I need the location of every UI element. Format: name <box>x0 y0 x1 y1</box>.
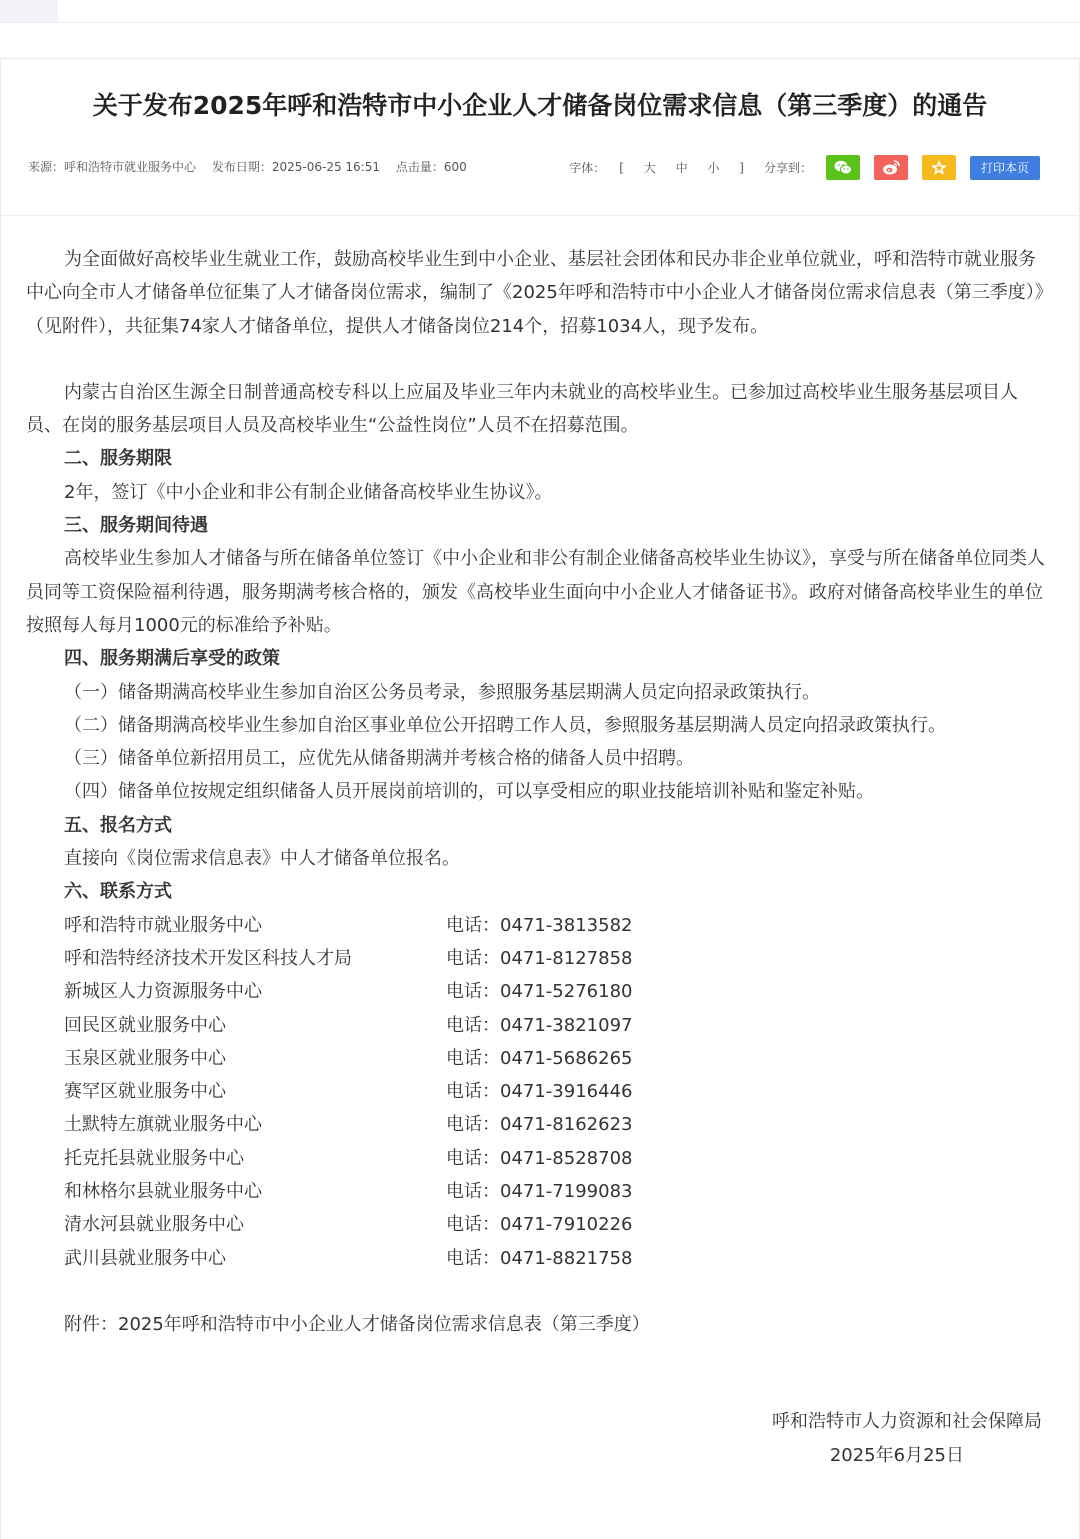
attachment-link[interactable]: 附件：2025年呼和浩特市中小企业人才储备岗位需求信息表（第三季度） <box>64 1313 650 1335</box>
contact-org: 赛罕区就业服务中心 <box>64 1081 226 1103</box>
top-bar <box>0 0 1080 23</box>
contact-org: 土默特左旗就业服务中心 <box>64 1114 262 1136</box>
contact-row <box>26 1042 1046 1075</box>
contact-org: 新城区人力资源服务中心 <box>64 981 262 1003</box>
policy-item: （四）储备单位按规定组织储备人员开展岗前培训的，可以享受相应的职业技能培训补贴和鉴定补贴。 <box>64 781 874 803</box>
contact-org: 回民区就业服务中心 <box>64 1014 226 1036</box>
contact-org: 呼和浩特市就业服务中心 <box>64 914 262 936</box>
contact-phone: 电话：0471-8127858 <box>446 947 633 969</box>
font-size-large[interactable]: 大 <box>643 161 656 175</box>
wechat-icon <box>834 159 852 176</box>
contact-org: 武川县就业服务中心 <box>64 1247 226 1269</box>
contact-phone: 电话：0471-3916446 <box>446 1081 633 1103</box>
font-size-medium[interactable]: 中 <box>675 161 688 175</box>
contact-row <box>26 1009 1046 1042</box>
meta-source: 来源：呼和浩特市就业服务中心 <box>28 160 197 174</box>
meta-clicks: 点击量：600 <box>395 160 467 174</box>
policy-item: （二）储备期满高校毕业生参加自治区事业单位公开招聘工作人员，参照服务基层期满人员定向招录政策执行。 <box>64 714 946 736</box>
signature-date: 2025年6月25日 <box>829 1445 964 1466</box>
section-heading-4: 四、服务期满后享受的政策 <box>64 648 280 670</box>
bracket-close: ] <box>739 161 744 175</box>
contact-row <box>26 942 1046 975</box>
signature-block <box>772 1405 1042 1473</box>
service-term-paragraph: 2年，签订《中小企业和非公有制企业储备高校毕业生协议》。 <box>64 481 553 503</box>
treatment-paragraph: 高校毕业生参加人才储备与所在储备单位签订《中小企业和非公有制企业储备高校毕业生协议》，享受与所在储备单位同类人员同等工资保险福利待遇，服务期满考核合格的，颁发《高校毕业生面向中小企业人才储备证书》。政府对储备高校毕业生的单位按照每人每月1000元的标准给予补贴。 <box>26 548 1045 636</box>
font-size-switcher <box>611 159 752 176</box>
article-meta <box>28 158 467 176</box>
policy-item: （三）储备单位新招用员工，应优先从储备期满并考核合格的储备人员中招聘。 <box>64 748 694 770</box>
contact-row <box>26 1108 1046 1141</box>
contact-org: 托克托县就业服务中心 <box>64 1147 244 1169</box>
contact-phone: 电话：0471-5276180 <box>446 981 633 1003</box>
print-button[interactable]: 打印本页 <box>970 156 1040 180</box>
contact-org: 和林格尔县就业服务中心 <box>64 1181 262 1203</box>
article-tools <box>569 155 1040 180</box>
contact-phone: 电话：0471-8821758 <box>446 1247 633 1269</box>
font-size-small[interactable]: 小 <box>707 161 720 175</box>
contact-org: 清水河县就业服务中心 <box>64 1214 244 1236</box>
share-weibo-button[interactable] <box>874 155 908 180</box>
top-tab[interactable] <box>0 0 58 22</box>
weibo-icon <box>882 159 900 176</box>
share-label: 分享到： <box>763 161 812 175</box>
star-icon <box>930 159 948 176</box>
section-heading-5: 五、报名方式 <box>64 814 172 836</box>
contact-org: 玉泉区就业服务中心 <box>64 1047 226 1069</box>
contact-row <box>26 1242 1046 1275</box>
header-divider <box>0 215 1078 216</box>
eligibility-paragraph: 内蒙古自治区生源全日制普通高校专科以上应届及毕业三年内未就业的高校毕业生。已参加过高校毕业生服务基层项目人员、在岗的服务基层项目人员及高校毕业生“公益性岗位”人员不在招募范围。 <box>26 381 1018 437</box>
policy-item: （一）储备期满高校毕业生参加自治区公务员考录，参照服务基层期满人员定向招录政策执行。 <box>64 681 820 703</box>
contact-org: 呼和浩特经济技术开发区科技人才局 <box>64 947 352 969</box>
contact-row <box>26 1075 1046 1108</box>
contact-row <box>26 975 1046 1008</box>
favorite-button[interactable] <box>922 155 956 180</box>
font-size-label: 字体： <box>569 161 606 175</box>
contact-phone: 电话：0471-3813582 <box>446 914 633 936</box>
contact-row <box>26 909 1046 942</box>
section-heading-3: 三、服务期间待遇 <box>64 515 208 537</box>
bracket-open: [ <box>619 161 624 175</box>
contact-row <box>26 1208 1046 1241</box>
meta-publish-date: 发布日期：2025-06-25 16:51 <box>211 160 380 174</box>
contact-row <box>26 1142 1046 1175</box>
intro-paragraph: 为全面做好高校毕业生就业工作，鼓励高校毕业生到中小企业、基层社会团体和民办非企业单位就业，呼和浩特市就业服务中心向全市人才储备单位征集了人才储备岗位需求，编制了《2025年呼和浩特市中小企业人才储备岗位需求信息表（第三季度）》（见附件），共征集74家人才储备单位，提供人才储备岗位214个，招募1034人，现予发布。 <box>26 249 1044 337</box>
contact-phone: 电话：0471-8528708 <box>446 1147 633 1169</box>
contact-phone: 电话：0471-5686265 <box>446 1047 633 1069</box>
share-wechat-button[interactable] <box>826 155 860 180</box>
contact-phone: 电话：0471-7199083 <box>446 1181 633 1203</box>
contact-row <box>26 1175 1046 1208</box>
signature-org: 呼和浩特市人力资源和社会保障局 <box>772 1411 1042 1432</box>
page-title: 关于发布2025年呼和浩特市中小企业人才储备岗位需求信息（第三季度）的通告 <box>92 91 988 120</box>
contact-phone: 电话：0471-7910226 <box>446 1214 633 1236</box>
section-heading-2: 二、服务期限 <box>64 448 172 470</box>
article-body <box>26 243 1046 1341</box>
contact-phone: 电话：0471-8162623 <box>446 1114 633 1136</box>
registration-paragraph: 直接向《岗位需求信息表》中人才储备单位报名。 <box>64 848 460 870</box>
section-heading-6: 六、联系方式 <box>64 881 172 903</box>
contact-phone: 电话：0471-3821097 <box>446 1014 633 1036</box>
